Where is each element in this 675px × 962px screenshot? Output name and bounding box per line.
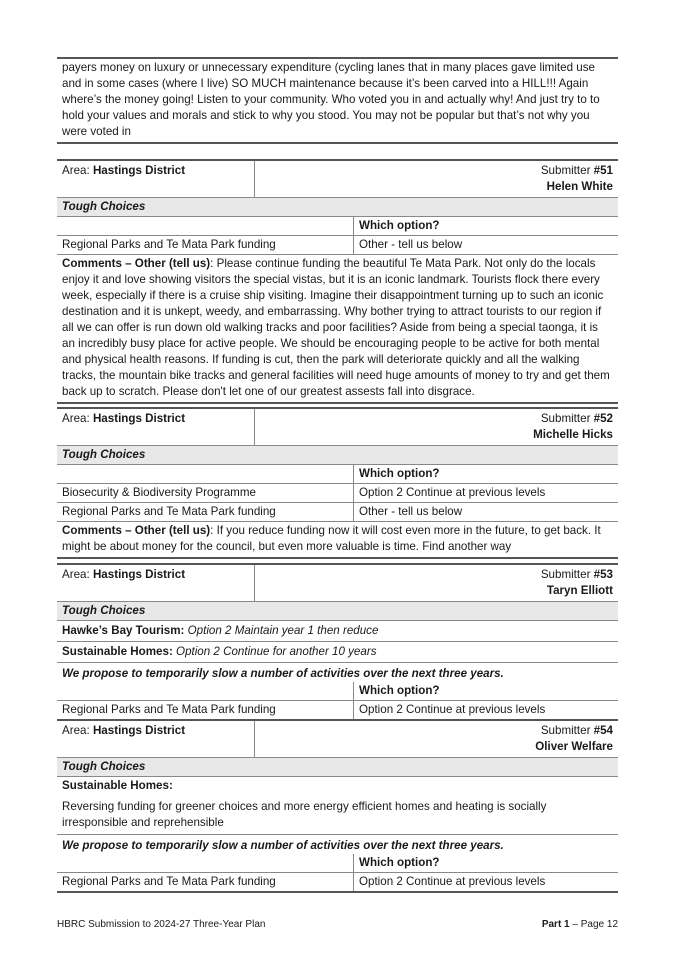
submission-header <box>57 721 618 758</box>
submitter-number: #54 <box>593 724 613 737</box>
area-label: Area: <box>62 412 93 425</box>
footer-part: Part 1 <box>541 919 570 930</box>
comment-label: Comments – Other (tell us) <box>62 524 211 537</box>
option-choice: Other - tell us below <box>359 505 463 518</box>
submission-header <box>57 565 618 602</box>
option-header-blank <box>57 217 354 235</box>
option-choice: Option 2 Continue at previous levels <box>359 486 546 499</box>
submission-51 <box>57 159 618 404</box>
submitter-number: #51 <box>593 164 613 177</box>
option-choice: Option 2 Continue at previous levels <box>359 703 546 716</box>
submitter-cell <box>255 565 618 601</box>
submitter-cell <box>255 161 618 197</box>
tough-choices-heading: Tough Choices <box>57 602 618 621</box>
option-item: Regional Parks and Te Mata Park funding <box>57 701 354 719</box>
area-cell <box>57 409 255 445</box>
option-item: Regional Parks and Te Mata Park funding <box>57 503 354 521</box>
option-header-blank <box>57 465 354 483</box>
option-row <box>57 873 618 891</box>
which-option-header: Which option? <box>359 856 440 869</box>
area-value: Hastings District <box>92 724 186 737</box>
option-choice: Option 2 Continue at previous levels <box>359 875 546 888</box>
which-option-header: Which option? <box>359 219 440 232</box>
tough-choices-heading: Tough Choices <box>57 198 618 217</box>
submitter-label: Submitter <box>540 164 594 177</box>
option-header-row <box>57 465 618 484</box>
submitter-number: #52 <box>593 412 613 425</box>
option-row <box>57 503 618 522</box>
page-footer <box>57 917 618 933</box>
propose-heading: We propose to temporarily slow a number of activities over the next three years. <box>62 839 504 852</box>
area-label: Area: <box>62 568 93 581</box>
area-cell <box>57 721 255 757</box>
which-option-header: Which option? <box>359 467 440 480</box>
which-option-header: Which option? <box>359 684 440 697</box>
sustainable-homes-label: Sustainable Homes: <box>62 779 173 792</box>
footer-page <box>542 917 618 933</box>
submission-52 <box>57 407 618 559</box>
sustainable-homes-row <box>57 642 618 663</box>
submitter-label: Submitter <box>540 412 594 425</box>
submission-53 <box>57 563 618 721</box>
option-row <box>57 236 618 255</box>
tough-choices-heading: Tough Choices <box>57 758 618 777</box>
submission-header <box>57 161 618 198</box>
option-header-row <box>57 217 618 236</box>
option-item: Regional Parks and Te Mata Park funding <box>57 873 354 891</box>
submitter-name: Michelle Hicks <box>533 428 613 441</box>
submitter-number: #53 <box>593 568 613 581</box>
homes-value: Option 2 Continue for another 10 years <box>172 645 377 658</box>
submitter-name: Taryn Elliott <box>546 584 613 597</box>
option-item: Regional Parks and Te Mata Park funding <box>57 236 354 254</box>
area-cell <box>57 565 255 601</box>
footer-title: HBRC Submission to 2024-27 Three-Year Plan <box>57 919 266 930</box>
hawkes-label: Hawke’s Bay Tourism: <box>62 624 185 637</box>
option-row <box>57 701 618 719</box>
area-value: Hastings District <box>92 412 186 425</box>
comment-text: : Please continue funding the beautiful Te Mata Park. Not only do the locals enjoy it and love showing visitors the special vistas, but it is an iconic landmark. Tourists flock there every week, especially if there is a cruise ship visiting. Imagine their disappointment turning up to such an iconic destination and it is unkept, weedy, and embarrassing. Why bother trying to attract tourists to our region if all we can offer is run down old walking tracks and poor facilities? Aside from being a special taonga, it is an incredibly busy place for active people. We should be encouraging people to be active for both mental and physical health reasons. If funding is cut, then the park will deteriorate quickly and all the walking tracks, the mountain bike tracks and general facilities will need huge amounts of money to try and get them back up to scratch. Please don't let one of our greatest assests fall into disgrace. <box>62 257 610 398</box>
hawkes-bay-tourism-row <box>57 621 618 642</box>
tough-choices-heading: Tough Choices <box>57 446 618 465</box>
area-label: Area: <box>62 724 93 737</box>
intro-comment-block <box>57 57 618 144</box>
area-value: Hastings District <box>92 568 186 581</box>
footer-page-number: – Page 12 <box>569 919 618 930</box>
comment-label: Comments – Other (tell us) <box>62 257 211 270</box>
homes-label: Sustainable Homes: <box>62 645 173 658</box>
submission-54 <box>57 719 618 893</box>
sustainable-homes-text: Reversing funding for greener choices and more energy efficient homes and heating is socially irresponsible and reprehensible <box>57 795 618 835</box>
comment-block <box>57 255 618 402</box>
option-header-blank <box>57 854 354 872</box>
submission-header <box>57 409 618 446</box>
comment-block <box>57 522 618 557</box>
submitter-name: Helen White <box>546 180 613 193</box>
option-item: Biosecurity & Biodiversity Programme <box>57 484 354 502</box>
area-value: Hastings District <box>92 164 186 177</box>
option-header-row <box>57 854 618 873</box>
comment-text: : If you reduce funding now it will cost even more in the future, to get back. It might be about money for the council, but even more valuable is time. Find another way <box>62 524 601 553</box>
option-choice: Other - tell us below <box>359 238 463 251</box>
submitter-label: Submitter <box>540 724 594 737</box>
option-header-row <box>57 682 618 701</box>
submitter-label: Submitter <box>540 568 594 581</box>
intro-text: payers money on luxury or unnecessary expenditure (cycling lanes that in many places gave limited use and in some cases (where I live) SO MUCH maintenance because it’s been carved into a HILL!!! Again where’s the money going! Listen to your community. Who voted you in and actually why! And just try to to hold your values and morals and stick to why you stood. You may not be popular but that’s not why you were voted in <box>62 61 600 138</box>
submitter-cell <box>255 409 618 445</box>
submitter-cell <box>255 721 618 757</box>
propose-heading: We propose to temporarily slow a number of activities over the next three years. <box>62 667 504 680</box>
area-label: Area: <box>62 164 93 177</box>
submitter-name: Oliver Welfare <box>535 740 613 753</box>
option-header-blank <box>57 682 354 700</box>
area-cell <box>57 161 255 197</box>
hawkes-value: Option 2 Maintain year 1 then reduce <box>184 624 379 637</box>
option-row <box>57 484 618 503</box>
